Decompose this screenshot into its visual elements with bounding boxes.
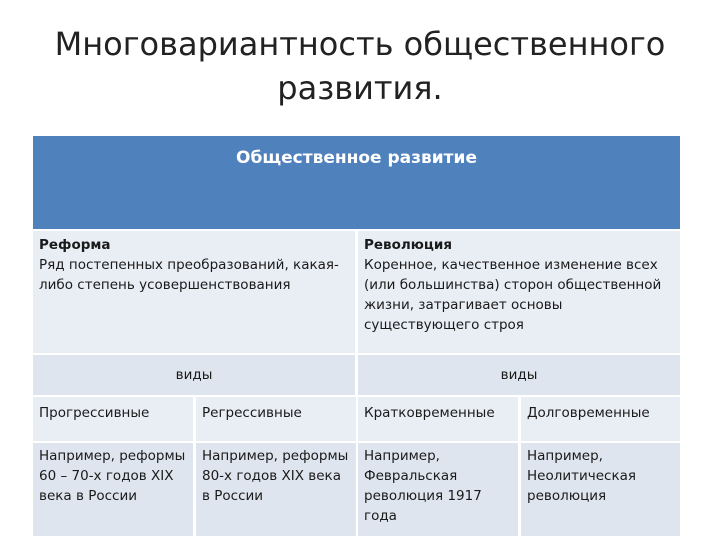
slide-title: Многовариантность общественного развития.	[54, 25, 666, 107]
reform-name: Реформа	[39, 237, 111, 253]
type-long-term: Долговременные	[521, 397, 680, 441]
type-regressive: Регрессивные	[196, 397, 356, 441]
revolution-cell	[358, 231, 680, 353]
table-header: Общественное развитие	[33, 136, 680, 229]
reform-cell	[33, 231, 355, 353]
reform-definition: Ряд постепенных преобразований, какая-либо степень усовершенствования	[39, 257, 339, 293]
revolution-kinds-label: виды	[358, 355, 680, 395]
reform-kinds-label: виды	[33, 355, 355, 395]
example-short-term: Например, Февральская революция 1917 года	[358, 443, 518, 536]
social-development-table	[33, 136, 680, 536]
revolution-name: Революция	[364, 237, 453, 253]
example-regressive: Например, реформы 80-х годов XIX века в России	[196, 443, 356, 536]
revolution-definition: Коренное, качественное изменение всех (или большинства) сторон общественной жизни, затрагивает основы существующего строя	[364, 257, 662, 333]
type-progressive: Прогрессивные	[33, 397, 193, 441]
type-short-term: Кратковременные	[358, 397, 518, 441]
example-long-term: Например, Неолитическая революция	[521, 443, 680, 536]
example-progressive: Например, реформы 60 – 70-х годов XIX века в России	[33, 443, 193, 536]
